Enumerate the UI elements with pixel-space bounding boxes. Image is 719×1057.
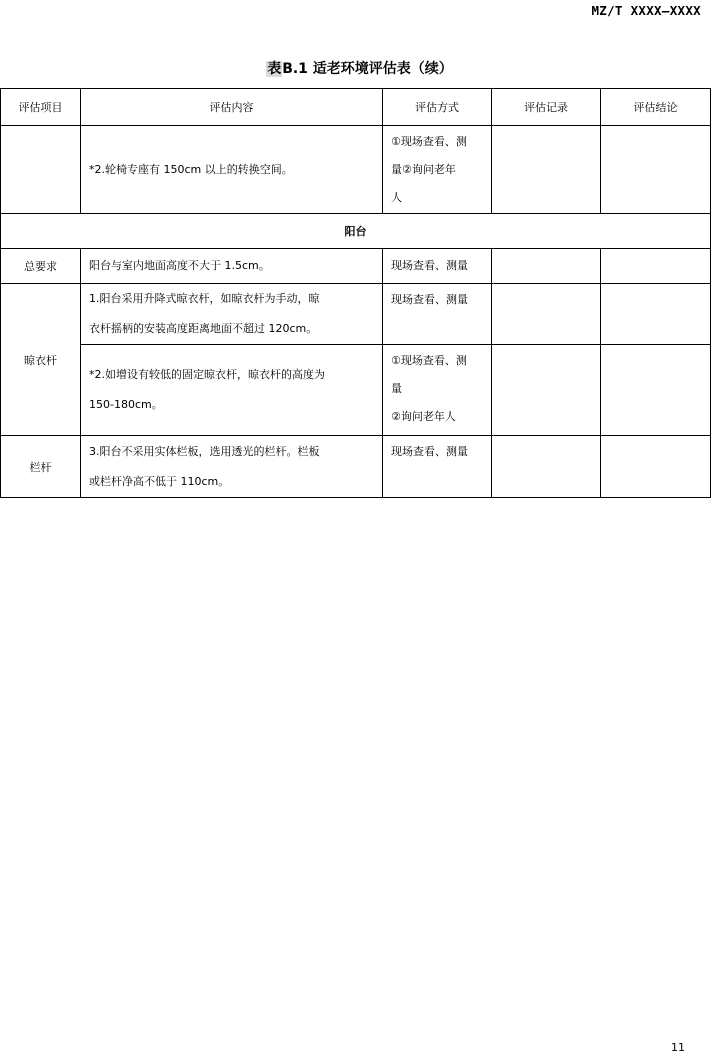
table-title xyxy=(0,58,719,78)
method-line: ①现场查看、测 xyxy=(391,135,467,148)
column-header-item: 评估项目 xyxy=(1,89,81,126)
method-line: 量②询问老年 xyxy=(391,163,456,176)
method-line: ②询问老年人 xyxy=(391,410,456,423)
cell-content xyxy=(81,284,383,345)
table-row xyxy=(1,249,711,284)
column-header-conclusion: 评估结论 xyxy=(601,89,711,126)
method-line: ①现场查看、测 xyxy=(391,354,467,367)
content-line: 或栏杆净高不低于 110cm。 xyxy=(89,474,230,488)
column-header-content: 评估内容 xyxy=(81,89,383,126)
cell-conclusion xyxy=(601,284,711,345)
method-line: 量 xyxy=(391,382,402,395)
cell-method: 现场查看、测量 xyxy=(383,436,492,498)
cell-content xyxy=(81,436,383,498)
content-line: 3.阳台不采用实体栏板，选用透光的栏杆。栏板 xyxy=(89,444,320,458)
method-line: 人 xyxy=(391,191,402,204)
cell-record xyxy=(492,436,601,498)
section-title: 阳台 xyxy=(1,214,711,249)
cell-method xyxy=(383,126,492,214)
page-number: 11 xyxy=(671,1041,685,1054)
cell-conclusion xyxy=(601,249,711,284)
assessment-table xyxy=(0,88,711,498)
cell-content xyxy=(81,345,383,436)
cell-item xyxy=(1,126,81,214)
cell-conclusion xyxy=(601,436,711,498)
table-row xyxy=(1,284,711,345)
cell-record xyxy=(492,345,601,436)
cell-conclusion xyxy=(601,345,711,436)
table-row xyxy=(1,345,711,436)
cell-item: 晾衣杆 xyxy=(1,284,81,436)
cell-conclusion xyxy=(601,126,711,214)
table-row xyxy=(1,126,711,214)
cell-method xyxy=(383,345,492,436)
cell-method: 现场查看、测量 xyxy=(383,284,492,345)
cell-record xyxy=(492,126,601,214)
content-line: *2.如增设有较低的固定晾衣杆，晾衣杆的高度为 xyxy=(89,368,325,381)
section-row-balcony xyxy=(1,214,711,249)
document-code: MZ/T XXXX—XXXX xyxy=(591,3,701,18)
content-line: 150-180cm。 xyxy=(89,398,163,411)
column-header-record: 评估记录 xyxy=(492,89,601,126)
column-header-method: 评估方式 xyxy=(383,89,492,126)
table-title-text: B.1 适老环境评估表（续） xyxy=(282,61,453,77)
cell-record xyxy=(492,249,601,284)
cell-content: 阳台与室内地面高度不大于 1.5cm。 xyxy=(81,249,383,284)
table-header-row xyxy=(1,89,711,126)
cell-method: 现场查看、测量 xyxy=(383,249,492,284)
cell-item: 栏杆 xyxy=(1,436,81,498)
table-row xyxy=(1,436,711,498)
cell-item: 总要求 xyxy=(1,249,81,284)
content-line: 1.阳台采用升降式晾衣杆，如晾衣杆为手动，晾 xyxy=(89,292,320,305)
cell-record xyxy=(492,284,601,345)
table-title-prefix: 表 xyxy=(267,61,282,77)
content-line: 衣杆摇柄的安装高度距离地面不超过 120cm。 xyxy=(89,322,318,335)
cell-content: *2.轮椅专座有 150cm 以上的转换空间。 xyxy=(81,126,383,214)
